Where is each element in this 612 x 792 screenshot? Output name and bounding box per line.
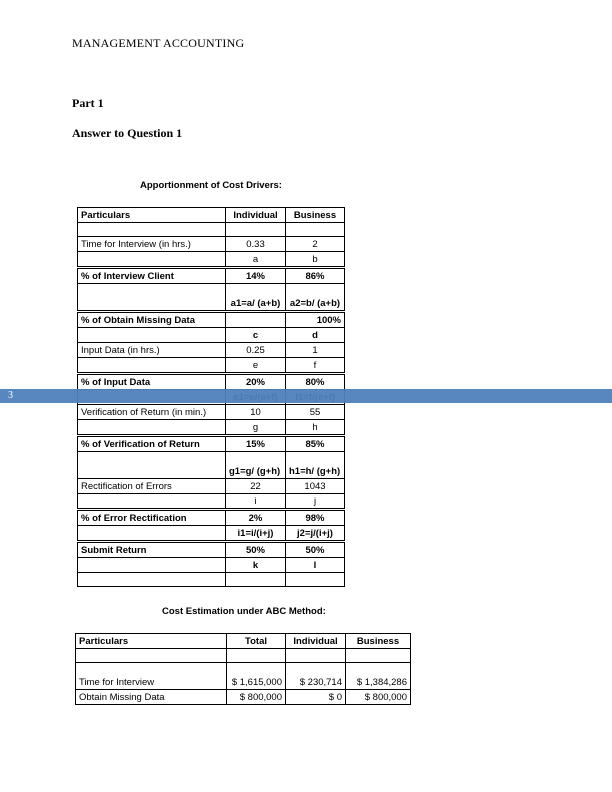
table-cell [226,573,286,587]
header-business: Business [346,634,411,649]
table-cell [226,223,286,237]
table-cell: $ 0 [286,690,346,705]
table-row [78,420,345,436]
table-cell: % of Error Rectification [78,510,226,526]
abc-table-title: Cost Estimation under ABC Method: [162,606,326,617]
table-row [78,452,345,479]
table-cell: 50% [286,542,345,558]
table-cell: $ 1,615,000 [227,663,286,690]
table-cell [78,558,226,573]
table-row [78,223,345,237]
table-cell: Verification of Return (in min.) [78,405,226,420]
table-cell: b [286,252,345,268]
table-cell: e [226,358,286,374]
table-cell: Submit Return [78,542,226,558]
table-cell [78,494,226,510]
table-cell [78,284,226,312]
table-cell: f [286,358,345,374]
table-row [78,494,345,510]
table-cell: k [226,558,286,573]
table-cell: i1=i/(i+j) [226,526,286,542]
header-total: Total [227,634,286,649]
table-cell: a [226,252,286,268]
table-cell: 2 [286,237,345,252]
table-cell [78,358,226,374]
table-cell: i [226,494,286,510]
table-row [78,328,345,343]
page-number: 3 [8,390,13,401]
table-cell: 20% [226,374,286,390]
table-cell [78,420,226,436]
table-row [78,237,345,252]
table-cell: Input Data (in hrs.) [78,343,226,358]
header-business: Business [286,208,345,223]
table-row [78,343,345,358]
table-cell: d [286,328,345,343]
table-cell: $ 800,000 [346,690,411,705]
page-number-bar [0,389,612,403]
table-cell: % of Interview Client [78,268,226,284]
table-cell: % of Obtain Missing Data [78,312,226,328]
table-cell: Time for Interview (in hrs.) [78,237,226,252]
table-cell: 50% [226,542,286,558]
table-cell: 1043 [286,479,345,494]
table-cell [78,526,226,542]
table-cell [286,649,346,663]
table-cell: 80% [286,374,345,390]
table-row [76,690,411,705]
table-row [78,312,345,328]
table-cell: 10 [226,405,286,420]
table-cell: 100% [286,312,345,328]
table-row [78,436,345,452]
table-row [78,405,345,420]
table-cell [286,573,345,587]
table-row [78,573,345,587]
table-cell: 2% [226,510,286,526]
table-cell: 22 [226,479,286,494]
table-cell: Time for Interview [76,663,227,690]
table-cell [78,223,226,237]
header-individual: Individual [286,634,346,649]
table-cell: 86% [286,268,345,284]
table-cell [286,223,345,237]
table-cell: a2=b/ (a+b) [286,284,345,312]
table-row [78,268,345,284]
abc-cost-table [75,633,411,705]
table-cell: 85% [286,436,345,452]
table-cell: Obtain Missing Data [76,690,227,705]
table-row [78,284,345,312]
table-cell: 1 [286,343,345,358]
table-cell: % of Verification of Return [78,436,226,452]
part-heading: Part 1 [72,96,104,110]
table-row [78,479,345,494]
table-cell: g1=g/ (g+h) [226,452,286,479]
table-cell: 14% [226,268,286,284]
table-cell: 55 [286,405,345,420]
table-cell [346,649,411,663]
table-row [78,510,345,526]
table-cell [78,452,226,479]
header-particulars: Particulars [76,634,227,649]
table-row [76,663,411,690]
table-cell: $ 1,384,286 [346,663,411,690]
table-cell: l [286,558,345,573]
table-row [78,542,345,558]
header-individual: Individual [226,208,286,223]
table-row [78,358,345,374]
table-cell: a1=a/ (a+b) [226,284,286,312]
table-cell: 0.25 [226,343,286,358]
table-cell: 98% [286,510,345,526]
table-cell: h [286,420,345,436]
apportionment-table-title: Apportionment of Cost Drivers: [140,180,282,191]
table-row [78,252,345,268]
table-cell: j [286,494,345,510]
table-cell: g [226,420,286,436]
table-cell: $ 230,714 [286,663,346,690]
table-cell [226,312,286,328]
table-row [78,526,345,542]
table-row [76,649,411,663]
table-cell: c [226,328,286,343]
table-cell: 15% [226,436,286,452]
table-cell [78,328,226,343]
table-cell [227,649,286,663]
table-cell: Rectification of Errors [78,479,226,494]
table-cell: $ 800,000 [227,690,286,705]
table-cell: 0.33 [226,237,286,252]
table-header-row [78,208,345,223]
table-row [78,374,345,390]
table-cell: h1=h/ (g+h) [286,452,345,479]
header-particulars: Particulars [78,208,226,223]
table-row [78,558,345,573]
table-cell [78,573,226,587]
table-cell: j2=j/(i+j) [286,526,345,542]
table-cell: % of Input Data [78,374,226,390]
table-cell [78,252,226,268]
running-header: MANAGEMENT ACCOUNTING [72,36,245,50]
table-cell [76,649,227,663]
table-header-row [76,634,411,649]
answer-heading: Answer to Question 1 [72,126,183,140]
